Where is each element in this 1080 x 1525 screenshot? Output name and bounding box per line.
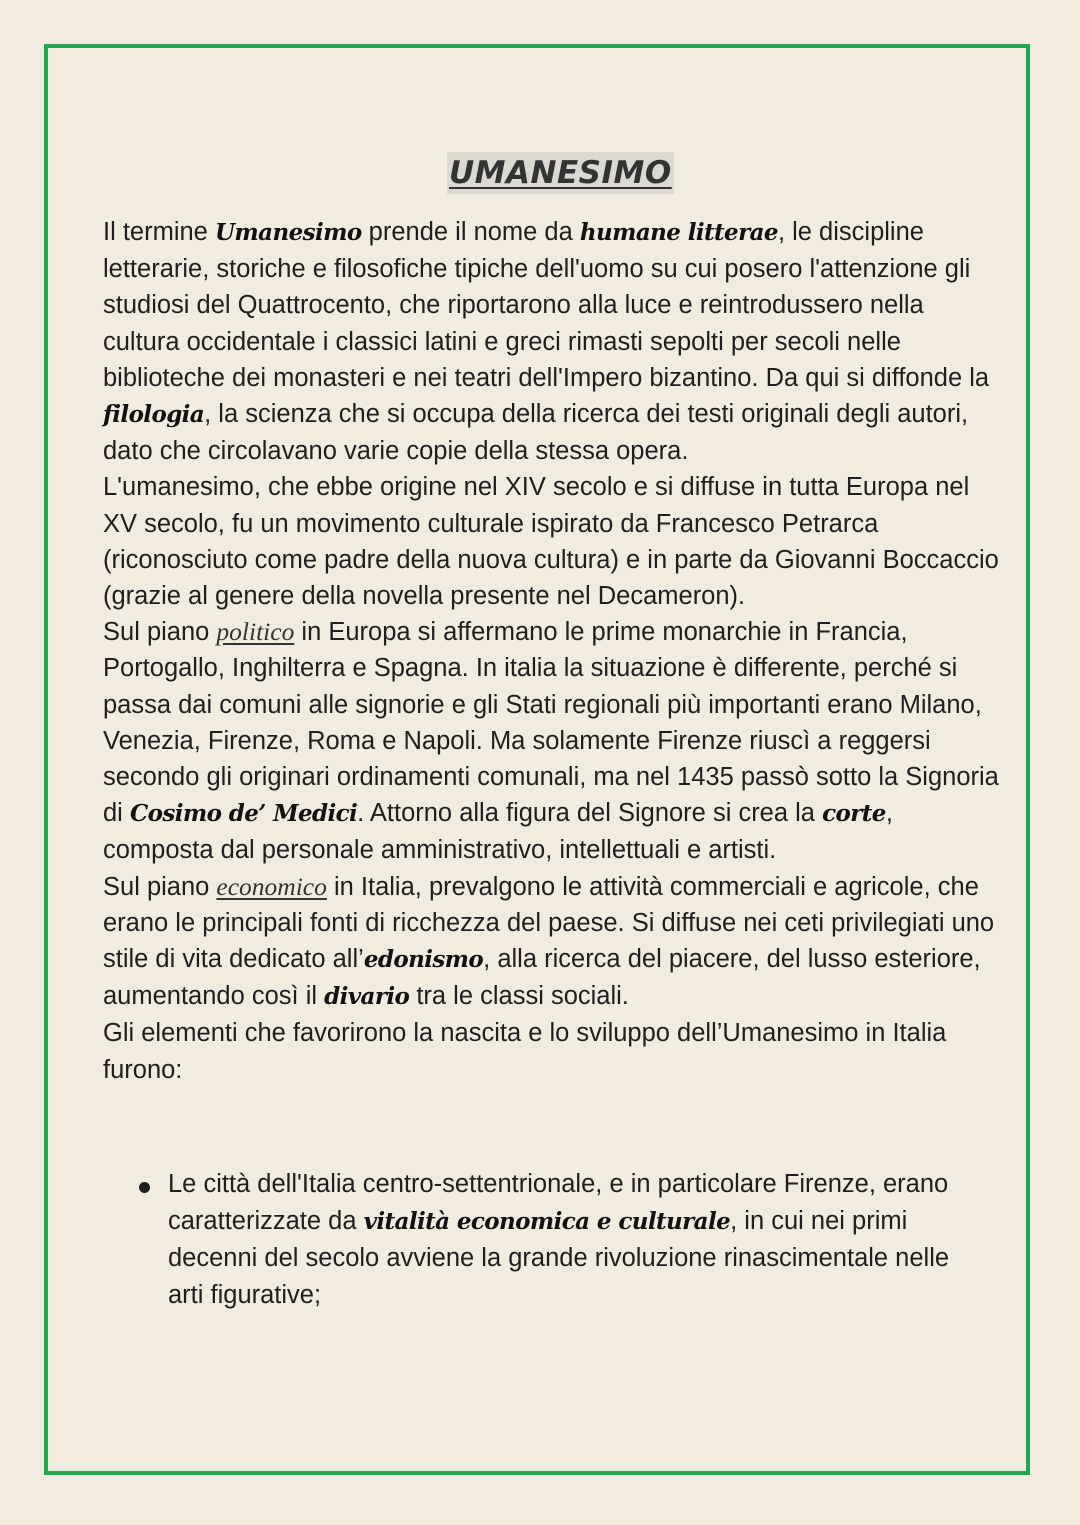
text-run: , composta dal personale amministrativo, intellettuali e artisti. — [103, 799, 893, 865]
text-run: . Attorno alla figura del Signore si crea la — [357, 799, 823, 828]
text-run: in Europa si affermano le prime monarchie in Francia, Portogallo, Inghilterra e Spagna. In italia la situazione è differente, perché si passa dai comuni alle signorie e gli Stati regionali più importanti erano Milano, Venezia, Firenze, Roma e Napoli. Ma solamente Firenze riuscì a reggersi secondo gli originari ordinamenti comunali, ma nel 1435 passò sotto la Signoria di — [103, 618, 999, 828]
text-run: Sul piano — [103, 618, 217, 647]
text-run: tra le classi sociali. — [409, 982, 629, 1011]
text-run: Sul piano — [103, 872, 217, 901]
keyword-edonismo: edonismo — [363, 946, 484, 974]
text-run: prende il nome da — [361, 218, 580, 246]
text-run: , le discipline letterarie, storiche e filosofiche tipiche dell'uomo su cui posero l'attenzione gli studiosi del Quattrocento, che riportarono alla luce e reintrodussero nella cultura occidentale i classici latini e greci rimasti sepolti per secoli nelle biblioteche dei monasteri e nei teatri dell'Impero bizantino. Da qui si diffonde la — [103, 218, 990, 392]
text-run: L'umanesimo, che ebbe origine nel XIV secolo e si diffuse in tutta Europa nel XV secolo, fu un movimento culturale ispirato da Francesco Petrarca (riconosciuto come padre della nuova cultura) e in parte da Giovanni Boccaccio (grazie al genere della novella presente nel Decameron). — [103, 473, 999, 611]
text-run: in Italia, prevalgono le attività commerciali e agricole, che erano le principali fonti di ricchezza del paese. Si diffuse nei ceti privilegiati uno stile di vita dedicato all’ — [103, 872, 995, 974]
keyword-umanesimo: Umanesimo — [214, 219, 362, 246]
paragraph-humanism-movement — [103, 469, 1003, 614]
text-run: Le città dell'Italia centro-settentrionale, e in particolare Firenze, erano caratterizzate da — [168, 1170, 949, 1235]
keyword-corte: corte — [822, 800, 886, 828]
document-body — [103, 214, 1003, 1088]
bullet-list — [135, 1166, 975, 1314]
text-run: Gli elementi che favorirono la nascita e lo sviluppo dell’Umanesimo in Italia furono: — [103, 1019, 947, 1084]
keyword-divario: divario — [324, 983, 410, 1011]
text-run: Il termine — [103, 218, 215, 246]
paragraph-political-context — [103, 614, 1003, 868]
list-item — [135, 1166, 975, 1314]
paragraph-humanism-origin — [103, 214, 1003, 469]
keyword-humane-litterae: humane litterae — [579, 219, 778, 246]
text-run: , la scienza che si occupa della ricerca dei testi originali degli autori, dato che circolavano varie copie della stessa opera. — [103, 400, 969, 466]
keyword-cosimo-de-medici: Cosimo de’ Medici — [129, 800, 358, 828]
paragraph-economic-context — [103, 869, 1003, 1016]
keyword-filologia: filologia — [103, 401, 205, 429]
page-title: UMANESIMO — [447, 152, 674, 194]
text-run: , in cui nei primi decenni del secolo avviene la grande rivoluzione rinascimentale nelle arti figurative; — [168, 1207, 950, 1309]
keyword-vitalita-economica-culturale: vitalità economica e culturale — [363, 1208, 731, 1235]
term-economico: economico — [216, 871, 327, 901]
term-politico: politico — [216, 617, 295, 647]
text-run: , alla ricerca del piacere, del lusso esteriore, aumentando così il — [103, 945, 981, 1011]
paragraph-elements-intro — [103, 1015, 1003, 1087]
bullet-dot-icon — [139, 1182, 150, 1193]
